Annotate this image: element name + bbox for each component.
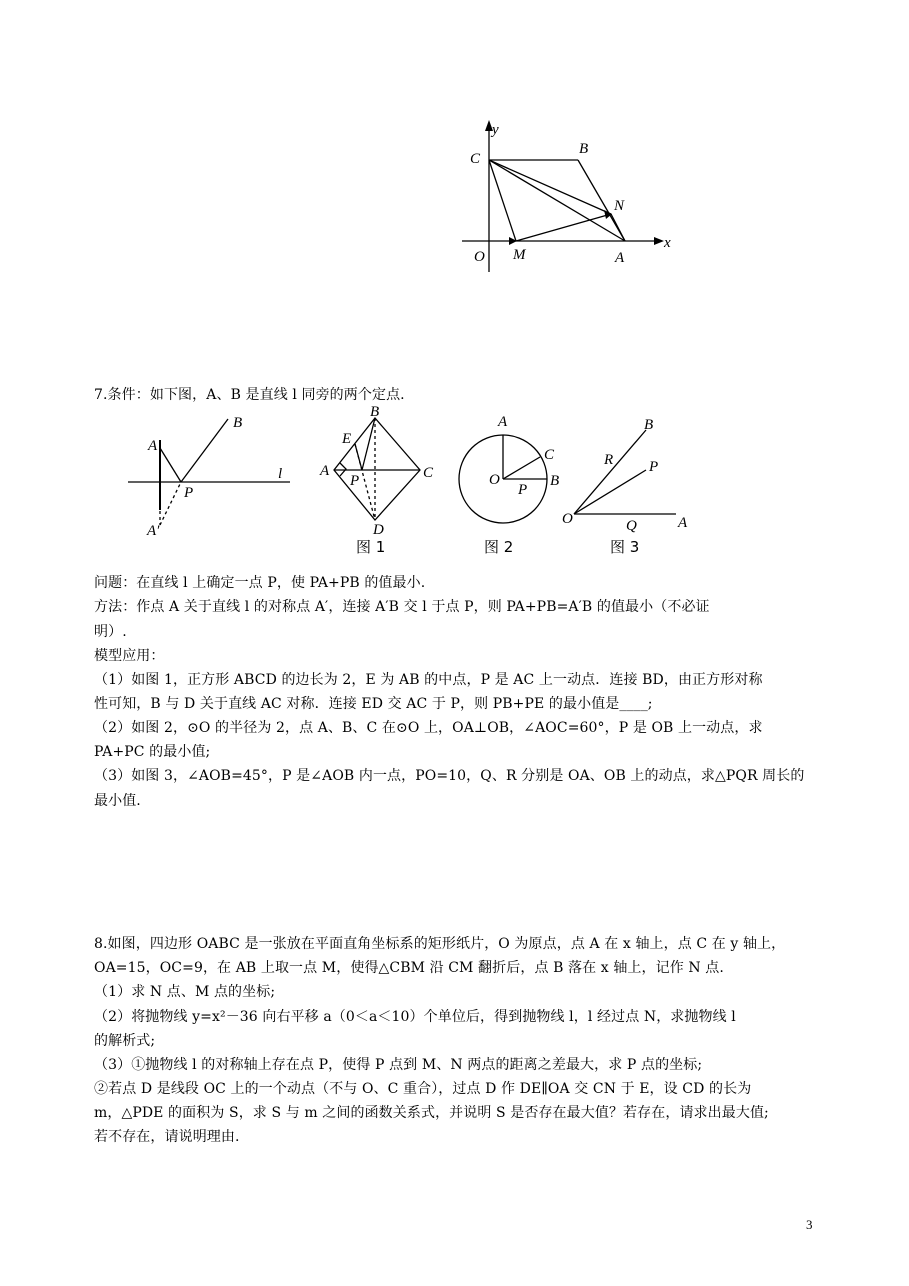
q8-part3-2: ②若点 D 是线段 OC 上的一个动点（不与 O、C 重合），过点 D 作 DE∥OA 交 CN 于 E，设 CD 的长为 xyxy=(94,1081,752,1097)
q7-part2: （2）如图 2，⊙O 的半径为 2，点 A、B、C 在⊙O 上，OA⊥OB，∠AOC=60°，P 是 OB 上一动点，求 xyxy=(94,720,763,736)
label-N: N xyxy=(614,198,625,214)
q7-part3: （3）如图 3，∠AOB=45°，P 是∠AOB 内一点，PO=10，Q、R 分别是 OA、OB 上的动点，求△PQR 周长的 xyxy=(94,768,805,784)
fig3-label-P: P xyxy=(649,459,659,475)
fig1-label-E: E xyxy=(342,431,352,447)
label-O: O xyxy=(474,249,485,265)
fig1-label-B: B xyxy=(370,404,380,420)
fig2-caption: 图 2 xyxy=(484,538,514,556)
q7-part2-cont: PA+PC 的最小值; xyxy=(94,744,211,760)
q7-part3-cont: 最小值. xyxy=(94,793,141,809)
fig2-label-O: O xyxy=(489,472,500,488)
q8-heading-cont: OA=15，OC=9，在 AB 上取一点 M，使得△CBM 沿 CM 翻折后，点 B 落在 x 轴上，记作 N 点. xyxy=(94,960,724,976)
q8-heading: 8.如图，四边形 OABC 是一张放在平面直角坐标系的矩形纸片，O 为原点，点 A 在 x 轴上，点 C 在 y 轴上， xyxy=(94,936,786,952)
fig2-label-P: P xyxy=(518,482,528,498)
fig3-caption: 图 3 xyxy=(610,538,640,556)
fig1-caption: 图 1 xyxy=(356,538,386,556)
q8-part2-cont: 的解析式; xyxy=(94,1033,156,1049)
label-C: C xyxy=(470,151,481,167)
fig2-label-A: A xyxy=(498,414,508,430)
q8-part3-2-end: 若不存在，请说明理由. xyxy=(94,1129,240,1145)
q8-part3-1: （3）①抛物线 l 的对称轴上存在点 P，使得 P 点到 M、N 两点的距离之差最大，求 P 点的坐标; xyxy=(94,1057,703,1073)
label-A: A xyxy=(615,250,625,266)
q8-part3-2-cont: m，△PDE 的面积为 S，求 S 与 m 之间的函数关系式，并说明 S 是否存在最大值？若存在，请求出最大值; xyxy=(94,1105,769,1121)
figure-coordinate-oabc xyxy=(460,118,680,278)
fig0-label-A: A xyxy=(148,438,158,454)
q7-method-cont: 明）. xyxy=(94,624,127,640)
fig3-label-O: O xyxy=(562,511,573,527)
fig2-label-B: B xyxy=(550,473,560,489)
fig3-label-B: B xyxy=(644,417,654,433)
q7-method: 方法：作点 A 关于直线 l 的对称点 A′，连接 A′B 交 l 于点 P，则 PA+PB=A′B 的值最小（不必证 xyxy=(94,599,710,615)
q8-part2: （2）将抛物线 y=x²－36 向右平移 a（0＜a＜10）个单位后，得到抛物线 l，l 经过点 N，求抛物线 l xyxy=(94,1009,736,1025)
fig3-label-R: R xyxy=(604,452,614,468)
fig0-label-P: P xyxy=(184,485,194,501)
fig1-label-A: A xyxy=(320,463,330,479)
q7-heading: 7.条件：如下图，A、B 是直线 l 同旁的两个定点. xyxy=(94,387,405,403)
fig0-label-B: B xyxy=(233,415,243,431)
label-y: y xyxy=(492,122,499,138)
fig3-label-A: A xyxy=(678,515,688,531)
label-x: x xyxy=(664,235,671,251)
figures-q7 xyxy=(120,404,700,559)
q8-part1: （1）求 N 点、M 点的坐标; xyxy=(94,984,276,1000)
label-B: B xyxy=(579,141,589,157)
label-M: M xyxy=(513,247,526,263)
q7-problem: 问题：在直线 l 上确定一点 P，使 PA+PB 的值最小. xyxy=(94,575,426,591)
fig1-label-C: C xyxy=(423,465,434,481)
page-number: 3 xyxy=(806,1217,813,1232)
fig0-label-A-prime: A′ xyxy=(147,523,160,539)
fig1-label-P: P xyxy=(350,473,360,489)
q7-part1: （1）如图 1，正方形 ABCD 的边长为 2，E 为 AB 的中点，P 是 AC 上一动点．连接 BD，由正方形对称 xyxy=(94,672,763,688)
q7-part1-cont: 性可知，B 与 D 关于直线 AC 对称．连接 ED 交 AC 于 P，则 PB+PE 的最小值是____; xyxy=(94,696,653,712)
q7-model-title: 模型应用： xyxy=(94,648,165,664)
fig1-label-D: D xyxy=(373,522,384,538)
fig2-label-C: C xyxy=(544,447,555,463)
fig0-label-l: l xyxy=(278,466,283,482)
fig3-label-Q: Q xyxy=(626,518,637,534)
